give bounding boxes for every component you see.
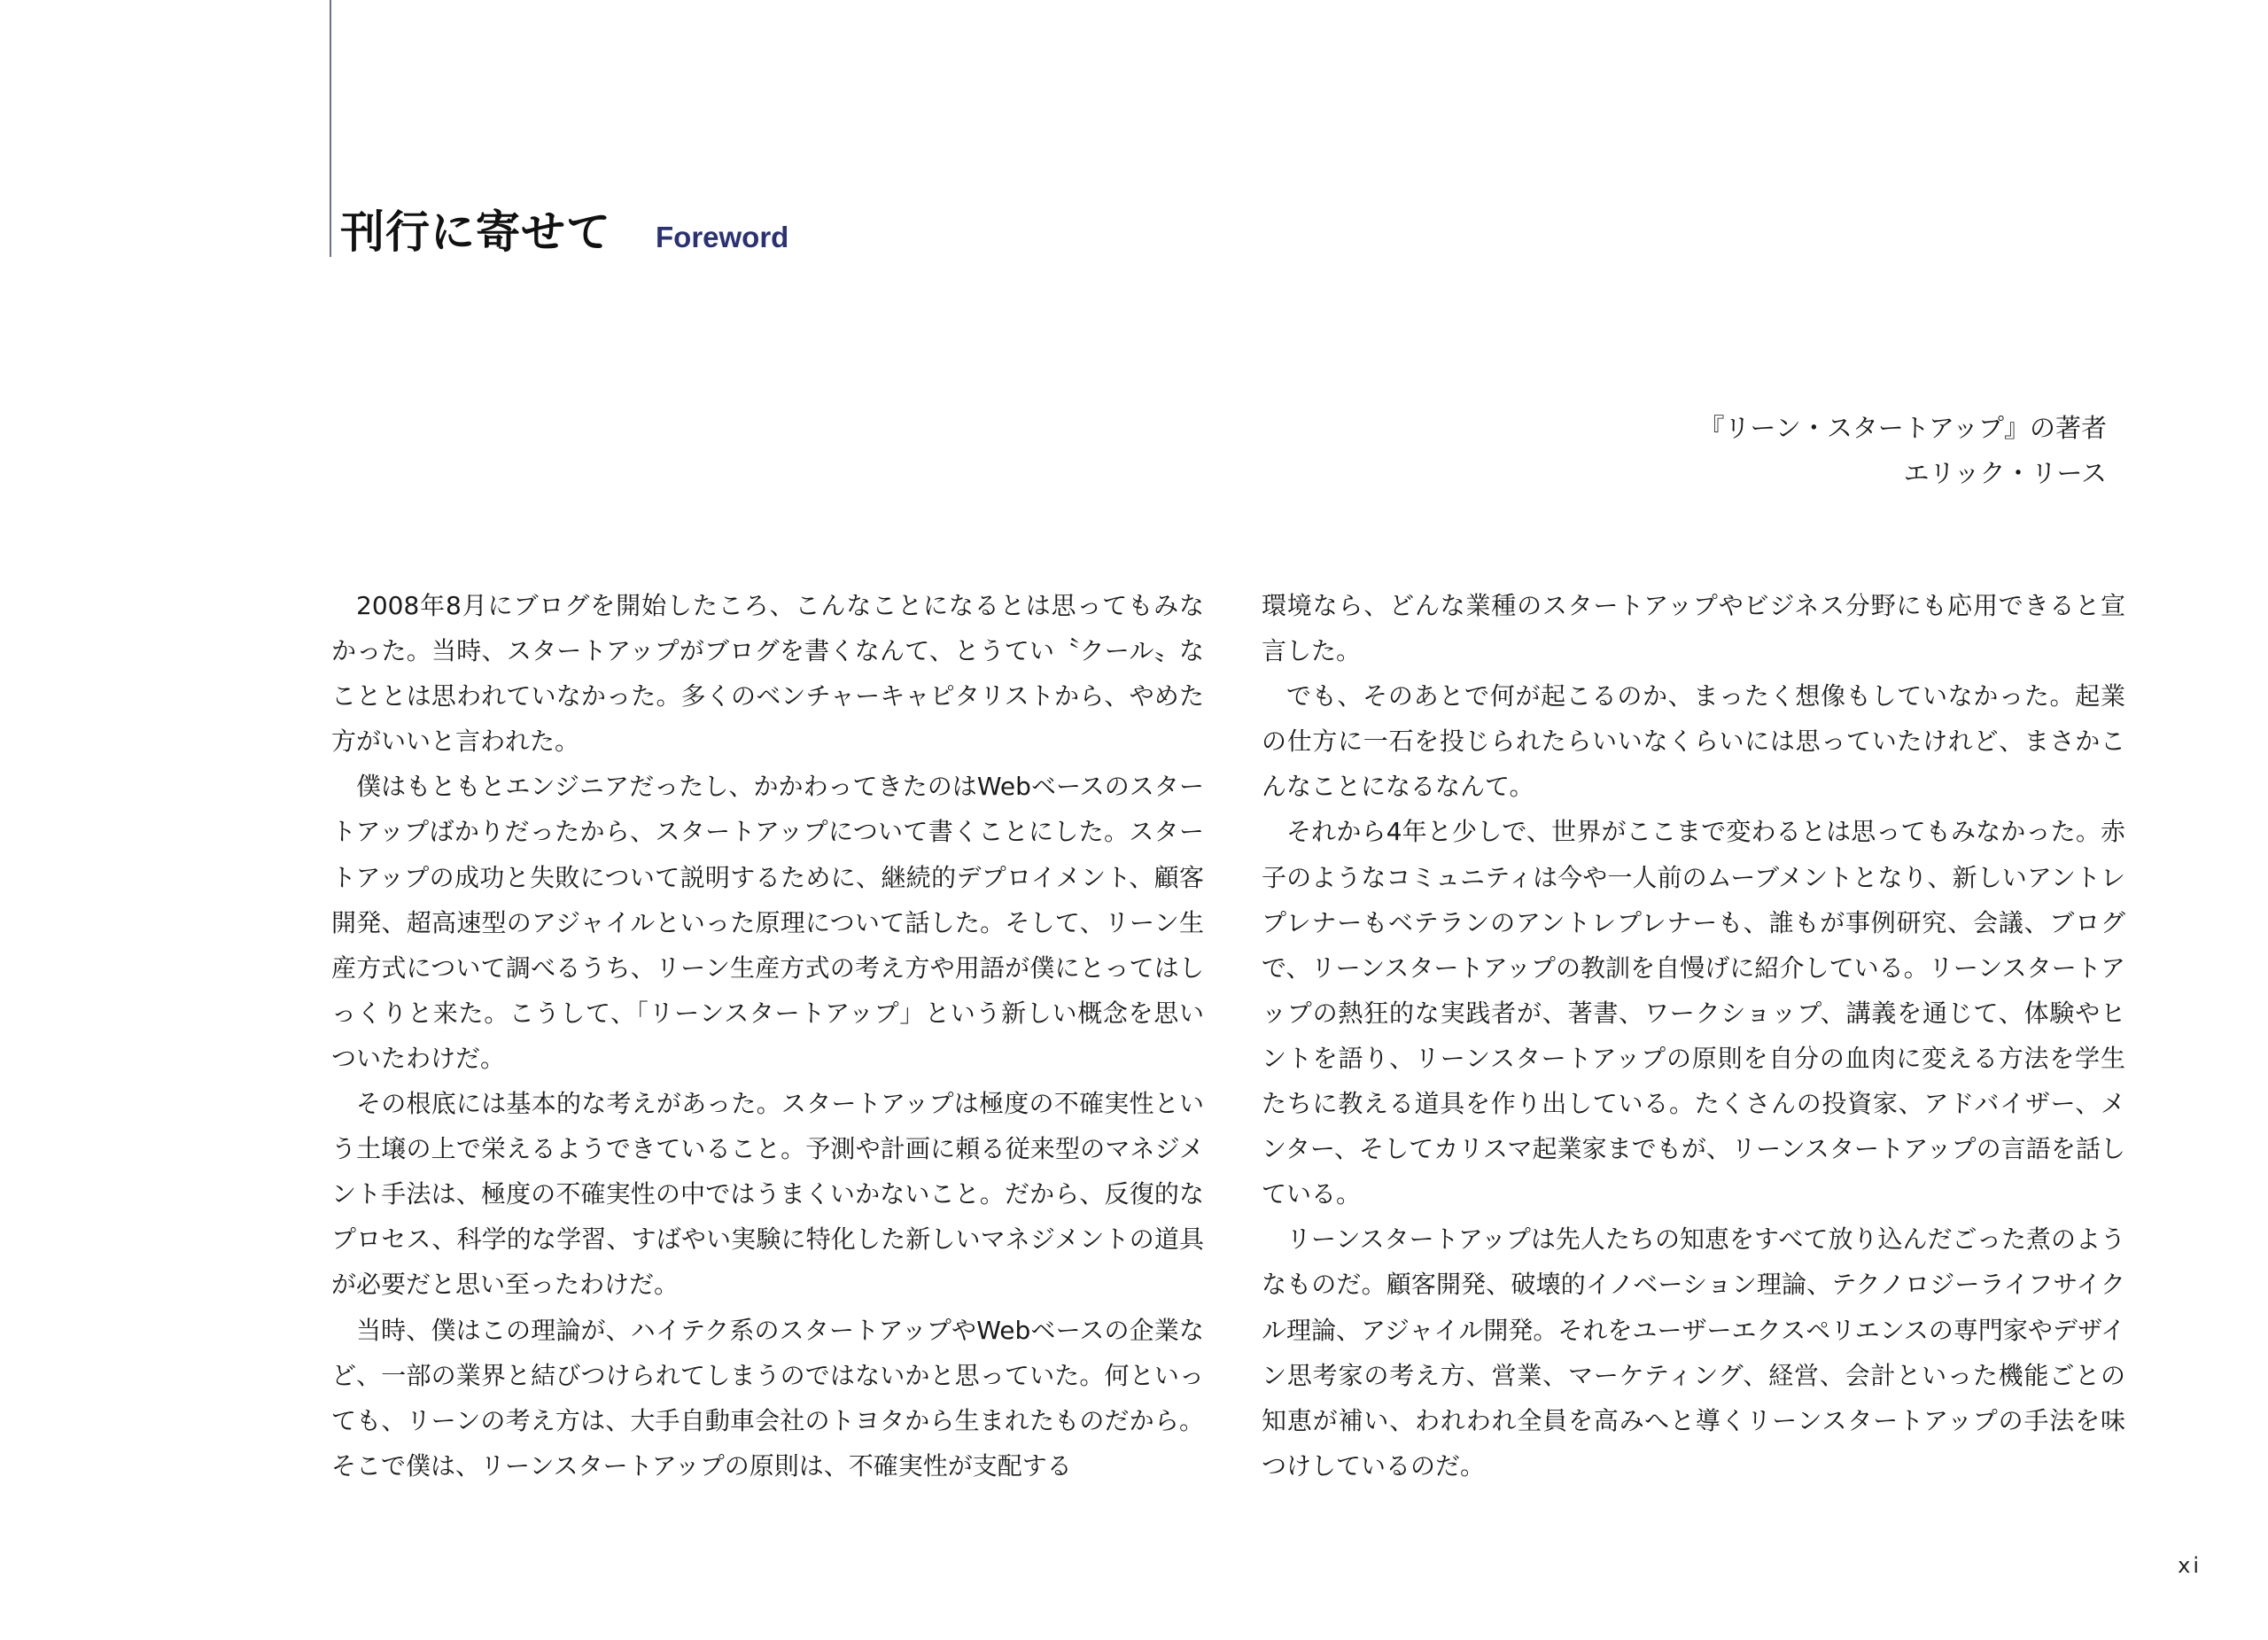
paragraph: リーンスタートアップは先人たちの知恵をすべて放り込んだごった煮のようなものだ。顧客開発、破壊的イノベーション理論、テクノロジーライフサイクル理論、アジャイル開発。それをユーザーエクスペリエンスの専門家やデザイン思考家の考え方、営業、マーケティング、経営、会計といった機能ごとの知恵が補い、われわれ全員を高みへと導くリーンスタートアップの手法を味つけしているのだ。 (1262, 1224, 2125, 1481)
byline-book: 『リーン・スタートアップ』の著者 (1698, 413, 2107, 443)
paragraph: その根底には基本的な考えがあった。スタートアップは極度の不確実性という土壌の上で栄えるようできていること。予測や計画に頼る従来型のマネジメント手法は、極度の不確実性の中ではうまくいかないこと。だから、反復的なプロセス、科学的な学習、すばやい実験に特化した新しいマネジメントの道具が必要だと思い至ったわけだ。 (331, 1089, 1204, 1300)
page-title-english: Foreword (656, 221, 789, 253)
right-column (1262, 583, 2125, 1488)
paragraph: でも、そのあとで何が起こるのか、まったく想像もしていなかった。起業の仕方に一石を投じられたらいいなくらいには思っていたけれど、まさかこんなことになるなんて。 (1262, 681, 2125, 802)
paragraph: 2008年8月にブログを開始したころ、こんなことになるとは思ってもみなかった。当時、スタートアップがブログを書くなんて、とうてい〝クール〟なこととは思われていなかった。多くのベンチャーキャピタリストから、やめた方がいいと言われた。 (331, 591, 1204, 757)
paragraph: 環境なら、どんな業種のスタートアップやビジネス分野にも応用できると宣言した。 (1262, 591, 2125, 666)
page-number: xi (2178, 1553, 2202, 1578)
header-rule (330, 0, 331, 257)
paragraph: 僕はもともとエンジニアだったし、かかわってきたのはWebベースのスタートアップばかりだったから、スタートアップについて書くことにした。スタートアップの成功と失敗について説明するために、継続的デプロイメント、顧客開発、超高速型のアジャイルといった原理について話した。そして、リーン生産方式について調べるうち、リーン生産方式の考え方や用語が僕にとってはしっくりと来た。こうして、「リーンスタートアップ」という新しい概念を思いついたわけだ。 (331, 772, 1204, 1073)
paragraph: それから4年と少しで、世界がここまで変わるとは思ってもみなかった。赤子のようなコミュニティは今や一人前のムーブメントとなり、新しいアントレプレナーもベテランのアントレプレナーも、誰もが事例研究、会議、ブログで、リーンスタートアップの教訓を自慢げに紹介している。リーンスタートアップの熱狂的な実践者が、著書、ワークショップ、講義を通じて、体験やヒントを語り、リーンスタートアップの原則を自分の血肉に変える方法を学生たちに教える道具を作り出している。たくさんの投資家、アドバイザー、メンター、そしてカリスマ起業家までもが、リーンスタートアップの言語を話している。 (1262, 817, 2125, 1209)
left-column (331, 583, 1204, 1488)
author-byline (1698, 406, 2107, 496)
byline-author: エリック・リース (1903, 458, 2107, 488)
page-heading (340, 197, 788, 259)
paragraph: 当時、僕はこの理論が、ハイテク系のスタートアップやWebベースの企業など、一部の業界と結びつけられてしまうのではないかと思っていた。何といっても、リーンの考え方は、大手自動車会社のトヨタから生まれたものだから。そこで僕は、リーンスタートアップの原則は、不確実性が支配する (331, 1315, 1204, 1481)
page-title: 刊行に寄せて (340, 206, 611, 258)
